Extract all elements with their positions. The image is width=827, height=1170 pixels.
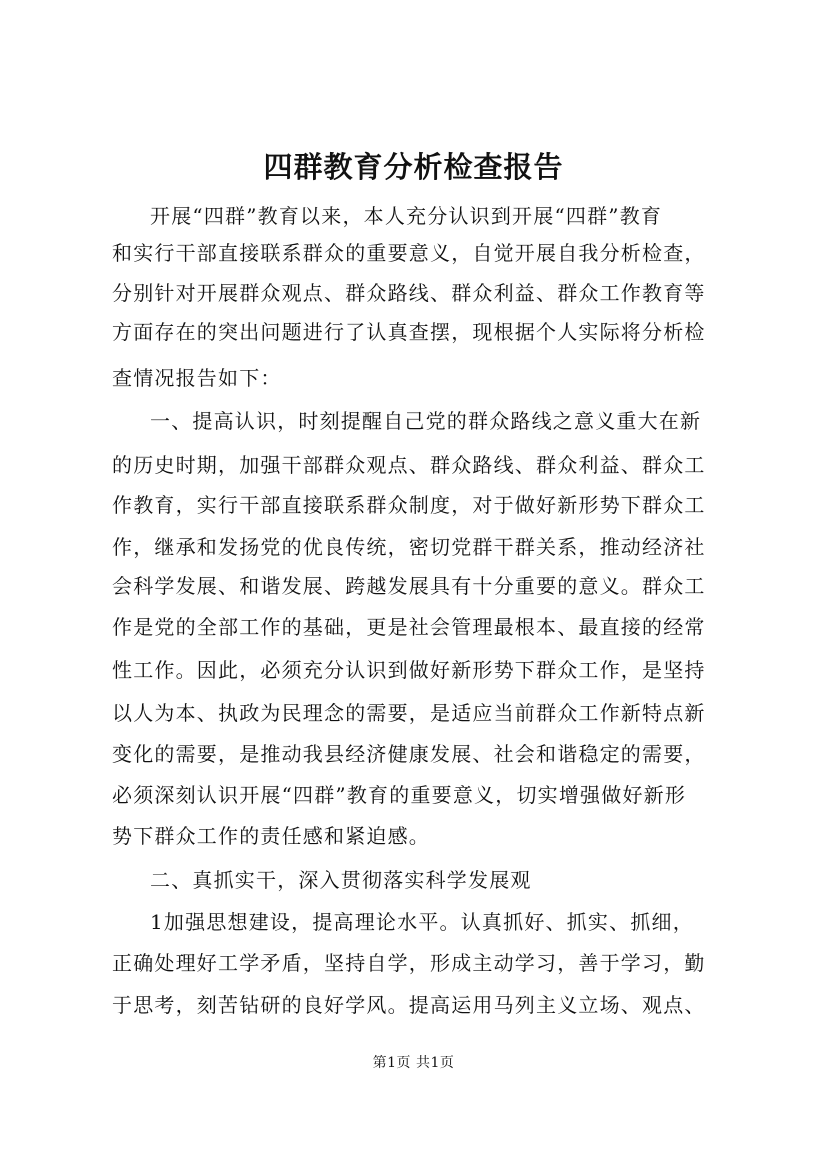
body-line: 正确处理好工学矛盾，坚持自学，形成主动学习，善于学习，勤 xyxy=(112,951,706,975)
body-line: 一、提高认识，时刻提醒自己党的群众路线之意义重大在新 xyxy=(150,409,702,433)
section-heading: 二、真抓实干，深入贯彻落实科学发展观 xyxy=(150,868,532,892)
body-line: 方面存在的突出问题进行了认真查摆，现根据个人实际将分析检 xyxy=(112,320,706,344)
document-title: 四群教育分析检查报告 xyxy=(263,150,564,184)
body-line: 作，继承和发扬党的优良传统，密切党群干群关系，推动经济社 xyxy=(112,535,706,559)
body-line: 作教育，实行干部直接联系群众制度，对于做好新形势下群众工 xyxy=(112,493,706,517)
body-line: 作是党的全部工作的基础，更是社会管理最根本、最直接的经常 xyxy=(112,615,706,639)
body-line: 于思考，刻苦钻研的良好学风。提高运用马列主义立场、观点、 xyxy=(112,993,706,1017)
body-line: 以人为本、执政为民理念的需要，是适应当前群众工作新特点新 xyxy=(112,701,706,725)
body-line: 查情况报告如下： xyxy=(112,366,282,390)
body-line: 会科学发展、和谐发展、跨越发展具有十分重要的意义。群众工 xyxy=(112,574,706,598)
body-line: 势下群众工作的责任感和紧迫感。 xyxy=(112,824,430,848)
body-line: 必须深刻认识开展“四群”教育的重要意义，切实增强做好新形 xyxy=(112,783,687,807)
body-line: 开展“四群”教育以来，本人充分认识到开展“四群”教育 xyxy=(150,204,663,228)
body-line: 分别针对开展群众观点、群众路线、群众利益、群众工作教育等 xyxy=(112,281,706,305)
page-number: 第1页 共1页 xyxy=(372,1055,455,1071)
body-line: 1加强思想建设，提高理论水平。认真抓好、抓实、抓细， xyxy=(150,910,694,934)
body-line: 和实行干部直接联系群众的重要意义，自觉开展自我分析检查， xyxy=(112,241,706,265)
body-line: 变化的需要，是推动我县经济健康发展、社会和谐稳定的需要， xyxy=(112,742,706,766)
body-line: 性工作。因此，必须充分认识到做好新形势下群众工作，是坚持 xyxy=(112,658,706,682)
body-line: 的历史时期，加强干部群众观点、群众路线、群众利益、群众工 xyxy=(112,453,706,477)
